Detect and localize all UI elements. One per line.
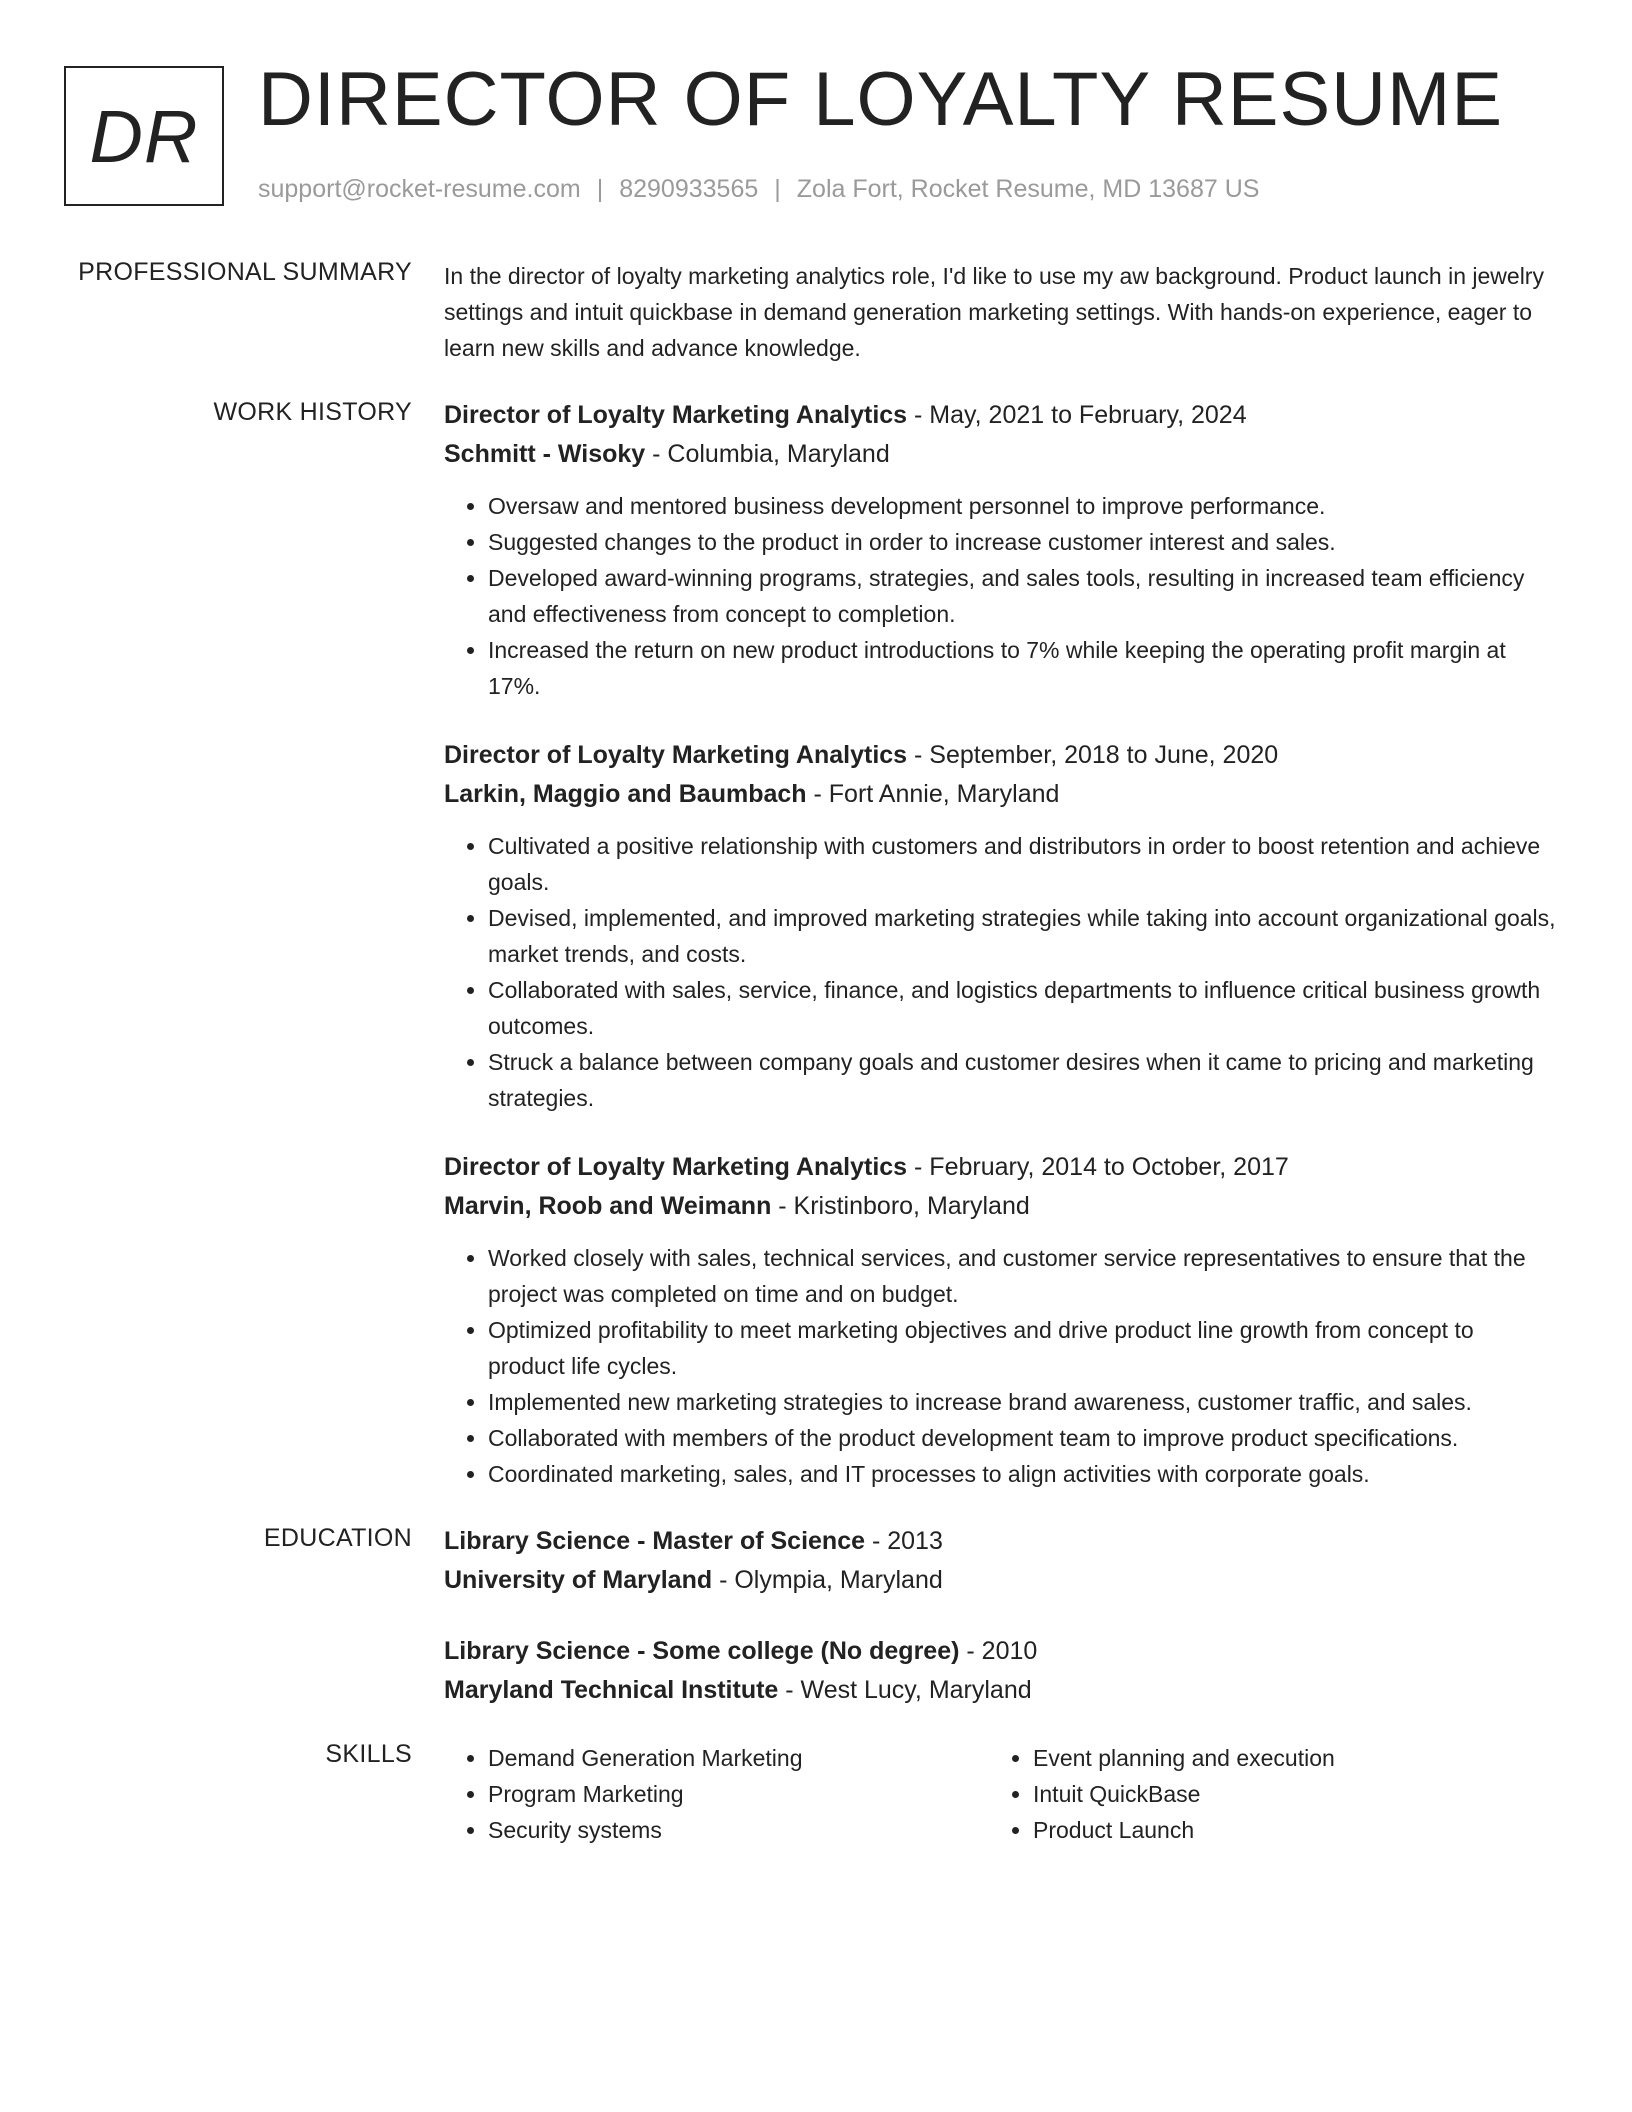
job-title-line: [444, 1148, 1556, 1187]
skills-list: [989, 1740, 1534, 1848]
education-school: Maryland Technical Institute: [444, 1676, 779, 1704]
skill-item: • Demand Generation Marketing: [488, 1740, 989, 1776]
skills-grid: [444, 1740, 1556, 1848]
education-degree: Library Science - Master of Science: [444, 1527, 866, 1555]
job-bullet: • Collaborated with sales, service, finance, and logistics departments to influence critical business growth outcomes.: [488, 972, 1556, 1044]
work-history-heading: WORK HISTORY: [213, 398, 412, 426]
job-bullets: [444, 488, 1556, 704]
job-dates: - September, 2018 to June, 2020: [907, 741, 1279, 769]
skills-heading: SKILLS: [325, 1740, 412, 1768]
job-location: - Kristinboro, Maryland: [771, 1192, 1030, 1220]
education-school-line: [444, 1561, 1556, 1600]
job-entry: [444, 736, 1556, 1116]
job-bullet: • Increased the return on new product introductions to 7% while keeping the operating profit margin at 17%.: [488, 632, 1556, 704]
contact-email[interactable]: support@rocket-resume.com: [258, 175, 581, 203]
job-entry: [444, 396, 1556, 704]
summary-body: [444, 258, 1556, 366]
job-bullet: • Oversaw and mentored business development personnel to improve performance.: [488, 488, 1556, 524]
education-heading: EDUCATION: [263, 1524, 412, 1552]
job-location: - Columbia, Maryland: [645, 440, 890, 468]
job-bullets: [444, 1240, 1556, 1492]
education-school-line: [444, 1671, 1556, 1710]
education-year: - 2010: [959, 1637, 1038, 1665]
job-bullets: [444, 828, 1556, 1116]
job-title: Director of Loyalty Marketing Analytics: [444, 401, 908, 429]
job-bullet: • Coordinated marketing, sales, and IT processes to align activities with corporate goals.: [488, 1456, 1556, 1492]
job-title: Director of Loyalty Marketing Analytics: [444, 1153, 908, 1181]
job-location: - Fort Annie, Maryland: [806, 780, 1060, 808]
job-company-line: [444, 1187, 1556, 1226]
job-company-line: [444, 435, 1556, 474]
job-company: Schmitt - Wisoky: [444, 440, 646, 468]
job-entry: [444, 1148, 1556, 1492]
skill-item: • Program Marketing: [488, 1776, 989, 1812]
job-company-line: [444, 775, 1556, 814]
job-bullet: • Suggested changes to the product in order to increase customer interest and sales.: [488, 524, 1556, 560]
contact-phone[interactable]: 8290933565: [619, 175, 759, 203]
education-school: University of Maryland: [444, 1566, 713, 1594]
job-bullet: • Struck a balance between company goals and customer desires when it came to pricing and marketing strategies.: [488, 1044, 1556, 1116]
job-bullet: • Cultivated a positive relationship with customers and distributors in order to boost retention and achieve goals.: [488, 828, 1556, 900]
contact-line: [258, 175, 1259, 204]
resume-title: DIRECTOR OF LOYALTY RESUME: [258, 57, 1504, 142]
education-degree: Library Science - Some college (No degree): [444, 1637, 960, 1665]
skills-body: [444, 1740, 1556, 1848]
skills-column-left: [444, 1740, 989, 1848]
job-title: Director of Loyalty Marketing Analytics: [444, 741, 908, 769]
job-dates: - May, 2021 to February, 2024: [907, 401, 1247, 429]
education-entry: [444, 1522, 1556, 1600]
education-year: - 2013: [865, 1527, 943, 1555]
skill-item: • Event planning and execution: [1033, 1740, 1534, 1776]
job-bullet: • Implemented new marketing strategies to increase brand awareness, customer traffic, and sales.: [488, 1384, 1556, 1420]
job-title-line: [444, 396, 1556, 435]
job-bullet: • Optimized profitability to meet marketing objectives and drive product line growth from concept to product life cycles.: [488, 1312, 1556, 1384]
skill-item: • Product Launch: [1033, 1812, 1534, 1848]
skill-item: • Security systems: [488, 1812, 989, 1848]
education-location: - West Lucy, Maryland: [778, 1676, 1032, 1704]
contact-separator: |: [774, 175, 781, 203]
job-bullet: • Worked closely with sales, technical services, and customer service representatives to ensure that the project was completed on time and on budget.: [488, 1240, 1556, 1312]
job-bullet: • Devised, implemented, and improved marketing strategies while taking into account organizational goals, market trends, and costs.: [488, 900, 1556, 972]
job-bullet: • Developed award-winning programs, strategies, and sales tools, resulting in increased team efficiency and effectiveness from concept to completion.: [488, 560, 1556, 632]
contact-address: Zola Fort, Rocket Resume, MD 13687 US: [796, 175, 1260, 203]
education-degree-line: [444, 1522, 1556, 1561]
job-dates: - February, 2014 to October, 2017: [907, 1153, 1289, 1181]
monogram-logo: DR: [64, 66, 224, 206]
job-company: Marvin, Roob and Weimann: [444, 1192, 772, 1220]
skills-column-right: [989, 1740, 1534, 1848]
job-title-line: [444, 736, 1556, 775]
job-company: Larkin, Maggio and Baumbach: [444, 780, 807, 808]
work-history-body: [444, 396, 1556, 1524]
skills-list: [444, 1740, 989, 1848]
contact-separator: |: [596, 175, 604, 203]
education-degree-line: [444, 1632, 1556, 1671]
education-location: - Olympia, Maryland: [712, 1566, 943, 1594]
summary-heading: PROFESSIONAL SUMMARY: [78, 258, 412, 286]
education-entry: [444, 1632, 1556, 1710]
summary-text: In the director of loyalty marketing analytics role, I'd like to use my aw background. Product launch in jewelry settings and intuit quickbase in demand generation marketing settings. With hands-on experience, eager to learn new skills and advance knowledge.: [444, 263, 1544, 361]
job-bullet: • Collaborated with members of the product development team to improve product specifications.: [488, 1420, 1556, 1456]
education-body: [444, 1522, 1556, 1742]
skill-item: • Intuit QuickBase: [1033, 1776, 1534, 1812]
